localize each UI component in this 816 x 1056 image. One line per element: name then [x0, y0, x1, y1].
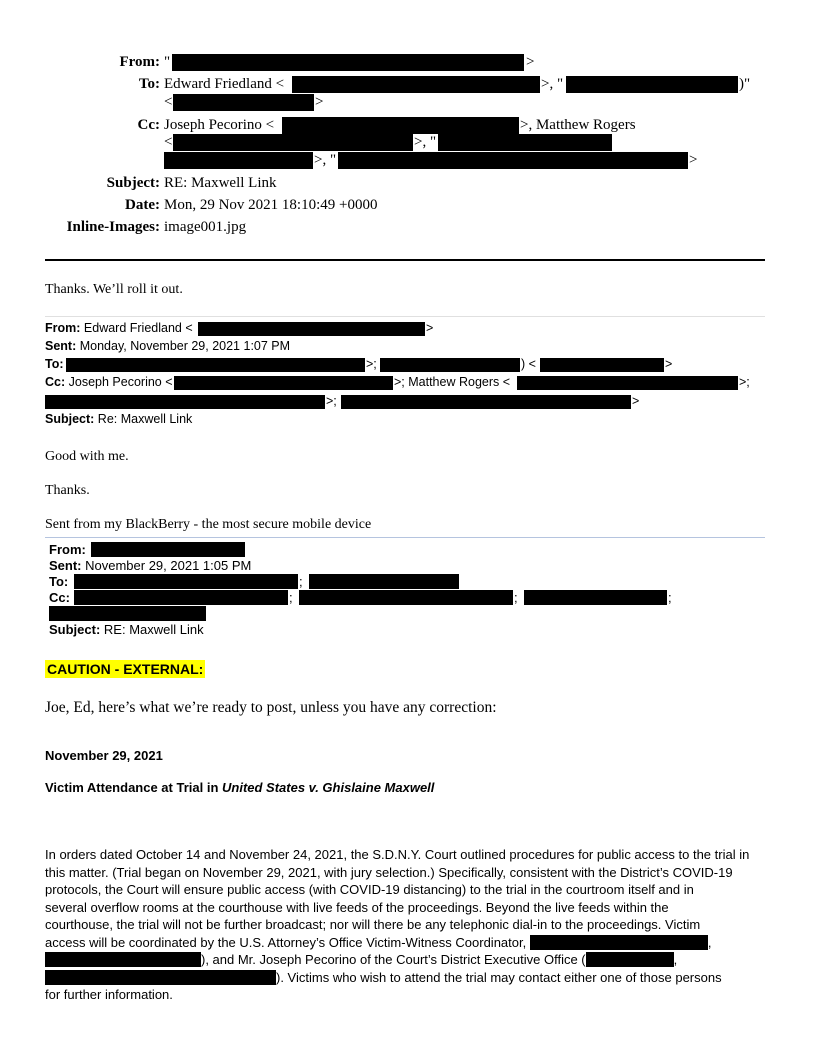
- redaction-box: [540, 358, 664, 372]
- notice-line-7: ), and Mr. Joseph Pecorino of the Court’s District Executive Office ( ,: [45, 951, 773, 969]
- cc-line3-sep: >, ": [314, 152, 337, 168]
- q2-cc-sep3: ;: [668, 590, 672, 605]
- to-sep: >, ": [541, 76, 564, 92]
- redaction-box: [45, 952, 201, 967]
- notice-line: In orders dated October 14 and November 24, 2021, the S.D.N.Y. Court outlined procedures for public access to the trial in: [45, 847, 750, 862]
- date-label: Date:: [125, 197, 160, 213]
- intro-text: Joe, Ed, here’s what we’re ready to post, unless you have any correction:: [45, 699, 497, 716]
- notice-line: courthouse, the trial will not be further broadcast; nor will there be any telephonic dial-in to the proceedings. Victim: [45, 917, 701, 932]
- date-value: Mon, 29 Nov 2021 18:10:49 +0000: [164, 197, 378, 213]
- redaction-box: [45, 970, 276, 985]
- q1-body-2: Thanks.: [45, 483, 90, 498]
- redaction-box: [74, 590, 288, 605]
- q1-body-1: Good with me.: [45, 449, 129, 464]
- redaction-box: [49, 606, 206, 621]
- notice-line: protocols, the Court will ensure public access (with COVID-19 distancing) to the trial in the courtroom itself and in: [45, 882, 694, 897]
- redaction-box: [341, 395, 631, 409]
- q2-from-label: From:: [49, 542, 86, 557]
- redaction-box: [173, 94, 314, 111]
- cc-line2-sep: >, ": [414, 134, 437, 150]
- subject-label: Subject:: [106, 175, 160, 191]
- q1-cc-end: >;: [739, 375, 750, 389]
- redaction-box: [438, 134, 612, 151]
- redaction-box: [338, 152, 688, 169]
- q1-sent: Sent: Monday, November 29, 2021 1:07 PM: [45, 339, 291, 353]
- redaction-box: [380, 358, 520, 372]
- redaction-box: [164, 152, 313, 169]
- redaction-box: [66, 358, 365, 372]
- notice-line: this matter. (Trial began on November 29, 2021, with jury selection.) Specifically, consistent with the District’s COVID-19: [45, 864, 733, 880]
- redaction-box: [282, 117, 519, 134]
- q2-to-label: To:: [49, 574, 69, 589]
- redaction-box: [198, 322, 425, 336]
- redaction-box: [309, 574, 459, 589]
- q2-sent: Sent: November 29, 2021 1:05 PM: [49, 558, 252, 573]
- q1-to-label: To:: [45, 357, 64, 371]
- notice-date: November 29, 2021: [45, 748, 163, 763]
- redaction-box: [530, 935, 708, 950]
- cc-sep: >, Matthew Rogers: [520, 117, 636, 133]
- redaction-box: [74, 574, 298, 589]
- redaction-box: [292, 76, 540, 93]
- q2-to-sep: ;: [299, 574, 303, 589]
- notice-line-9: for further information.: [45, 987, 173, 1002]
- notice-paragraph: [45, 846, 773, 1004]
- q1-cc: Cc: Joseph Pecorino <: [45, 375, 173, 389]
- notice-line-8: ). Victims who wish to attend the trial may contact either one of those persons: [45, 969, 773, 987]
- q1-subject: Subject: Re: Maxwell Link: [45, 412, 193, 426]
- header-divider: [45, 259, 765, 261]
- caution-external-banner: CAUTION - EXTERNAL:: [47, 661, 204, 677]
- redaction-box: [172, 54, 524, 71]
- from-end: >: [526, 54, 535, 70]
- to-value: Edward Friedland <: [164, 76, 285, 92]
- inline-images-label: Inline-Images:: [66, 219, 160, 235]
- cc-value: Joseph Pecorino <: [164, 117, 275, 133]
- cc-line3-end: >: [689, 152, 698, 168]
- subject-value: RE: Maxwell Link: [164, 175, 277, 191]
- q1-from-end: >: [426, 321, 434, 335]
- inline-images-value: image001.jpg: [164, 219, 247, 235]
- q1-to-end: >: [665, 357, 673, 371]
- cc-line2-start: <: [164, 134, 173, 150]
- q1-cc-sep: >; Matthew Rogers <: [394, 375, 511, 389]
- q2-cc-label: Cc:: [49, 590, 70, 605]
- redaction-box: [586, 952, 674, 967]
- q2-subject: Subject: RE: Maxwell Link: [49, 622, 204, 637]
- notice-line: several overflow rooms at the courthouse with live feeds of the proceedings. Beyond the live feeds within the: [45, 899, 669, 915]
- notice-title: Victim Attendance at Trial in United States v. Ghislaine Maxwell: [45, 780, 435, 795]
- to-end: )": [739, 76, 751, 92]
- q2-cc-sep1: ;: [289, 590, 293, 605]
- cc-label: Cc:: [137, 117, 160, 133]
- q2-cc-sep2: ;: [514, 590, 518, 605]
- q1-cc2-end: >: [632, 394, 640, 408]
- q1-from: From: Edward Friedland <: [45, 321, 193, 335]
- notice-line-6: access will be coordinated by the U.S. Attorney’s Office Victim-Witness Coordinator, ,: [45, 934, 712, 950]
- redaction-box: [299, 590, 513, 605]
- to-line2-start: <: [164, 94, 173, 110]
- redaction-box: [174, 376, 393, 390]
- redaction-box: [91, 542, 245, 557]
- to-label: To:: [138, 76, 160, 92]
- quote-divider-2: [45, 537, 765, 538]
- q1-to-sep1: >;: [366, 357, 377, 371]
- reply-body: Thanks. We’ll roll it out.: [45, 282, 183, 297]
- redaction-box: [524, 590, 667, 605]
- redaction-box: [566, 76, 738, 93]
- redaction-box: [517, 376, 738, 390]
- q1-signature: Sent from my BlackBerry - the most secure mobile device: [45, 517, 372, 532]
- q1-to-sep2: ) <: [521, 357, 536, 371]
- redaction-box: [173, 134, 413, 151]
- quote-divider: [45, 316, 765, 317]
- to-line2-end: >: [315, 94, 324, 110]
- q1-cc2-sep: >;: [326, 394, 337, 408]
- from-label: From:: [119, 54, 160, 70]
- from-quote: ": [164, 54, 171, 70]
- redaction-box: [45, 395, 325, 409]
